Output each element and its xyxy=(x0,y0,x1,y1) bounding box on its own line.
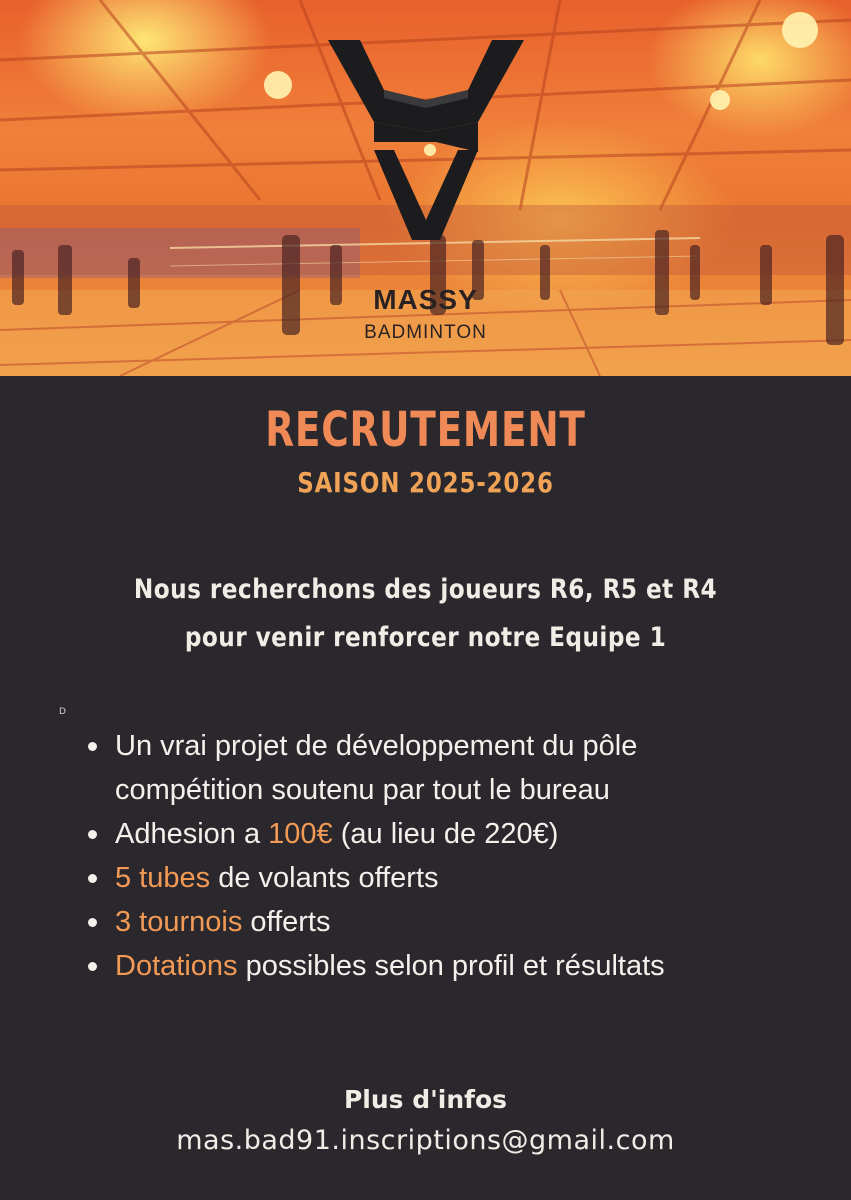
list-item: 3 tournois offerts xyxy=(88,900,808,944)
list-item: Un vrai projet de développement du pôle xyxy=(88,724,808,768)
dotations-highlight: Dotations xyxy=(115,950,238,982)
page-title: RECRUTEMENT xyxy=(265,402,586,458)
list-item: Dotations possibles selon profil et résultats xyxy=(88,944,808,988)
headline-line-2: pour venir renforcer notre Equipe 1 xyxy=(184,622,667,653)
tubes-highlight: 5 tubes xyxy=(115,862,211,894)
season-subtitle: SAISON 2025-2026 xyxy=(297,466,554,499)
logo-wordmark: MASSY xyxy=(373,284,478,315)
list-item: 5 tubes de volants offerts xyxy=(88,856,808,900)
price-highlight: 100€ xyxy=(268,818,333,850)
headline-line-1: Nous recherchons des joueurs R6, R5 et R4 xyxy=(133,574,718,605)
list-item-continuation: compétition soutenu par tout le bureau xyxy=(115,774,610,806)
hero-banner xyxy=(0,0,851,376)
ms-monogram-icon xyxy=(328,40,524,240)
tournaments-highlight: 3 tournois xyxy=(115,906,243,938)
list-item: Adhesion a 100€ (au lieu de 220€) xyxy=(88,812,808,856)
contact-email[interactable]: mas.bad91.inscriptions@gmail.com xyxy=(176,1125,675,1156)
stray-mark: D xyxy=(59,707,66,717)
perks-list xyxy=(88,724,808,988)
contact-label: Plus d'infos xyxy=(343,1085,508,1114)
logo-subtitle: BADMINTON xyxy=(364,322,487,343)
